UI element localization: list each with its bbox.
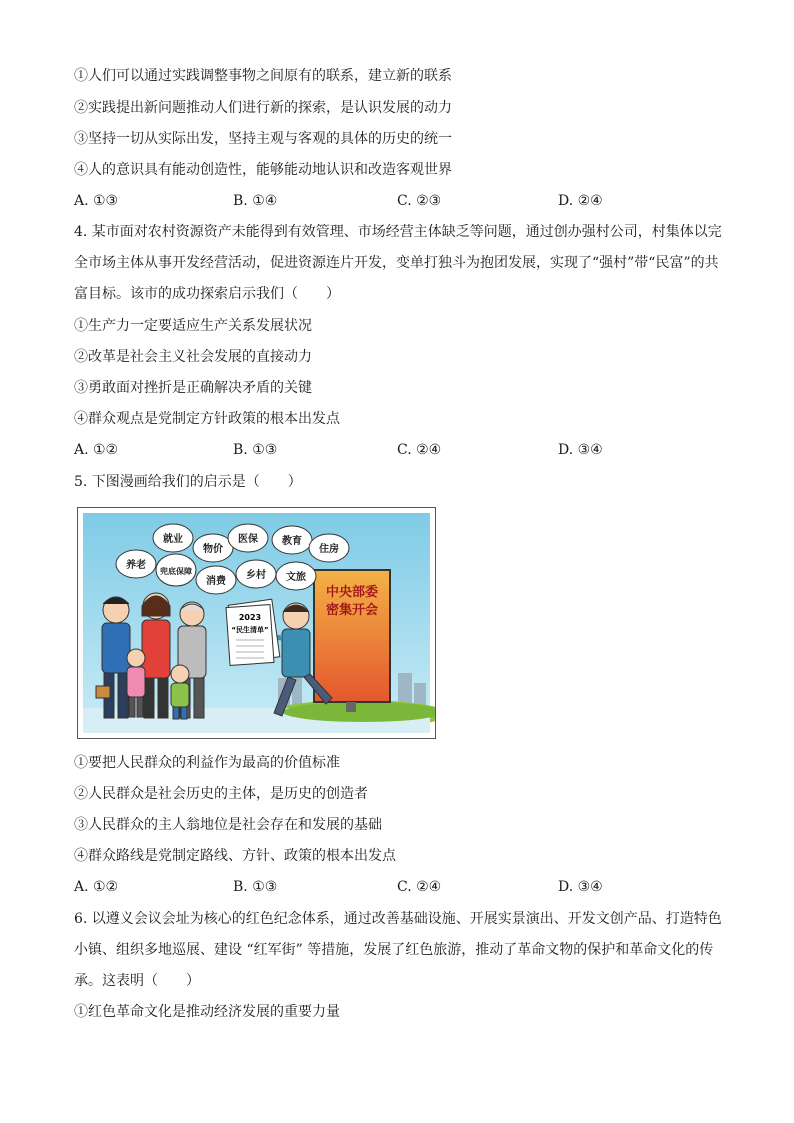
document-title: “民生清单”	[231, 626, 269, 634]
people-list-document	[226, 599, 280, 665]
q5-choice-a[interactable]: A. ①②	[74, 879, 119, 895]
bubble-yanglao: 养老	[126, 560, 146, 571]
q4-stem: 4. 某市面对农村资源资产未能得到有效管理、市场经营主体缺乏等问题，通过创办强村公司，村集体以完全市场主体从事开发经营活动，促进资源连片开发，变单打独斗为抱团发展，实现了“强村”带“民富”的共富目标。该市的成功探索启示我们（ ）	[74, 224, 722, 302]
q3-choice-b[interactable]: B. ①④	[233, 193, 278, 209]
q3-option-4: ④人的意识具有能动创造性，能够能动地认识和改造客观世界	[74, 162, 452, 178]
q5-option-2: ②人民群众是社会历史的主体，是历史的创造者	[74, 786, 368, 802]
billboard-line-2: 密集开会	[325, 603, 379, 618]
q3-option-3: ③坚持一切从实际出发，坚持主观与客观的具体的历史的统一	[74, 131, 452, 147]
bubble-doudi: 兜底保障	[160, 567, 192, 576]
q3-choice-d[interactable]: D. ②④	[558, 193, 603, 209]
q3-option-2: ②实践提出新问题推动人们进行新的探索，是认识发展的动力	[74, 100, 452, 116]
q5-option-3: ③人民群众的主人翁地位是社会存在和发展的基础	[74, 817, 382, 833]
bubble-xiangcun: 乡村	[246, 570, 266, 581]
bubble-wenlv: 文旅	[286, 572, 306, 583]
q4-choice-b[interactable]: B. ①③	[233, 442, 278, 458]
bubble-zhufang: 住房	[319, 544, 339, 555]
bubble-jiuye: 就业	[163, 534, 183, 545]
q4-option-2: ②改革是社会主义社会发展的直接动力	[74, 349, 312, 365]
q3-choice-c[interactable]: C. ②③	[397, 193, 442, 209]
q3-choice-a[interactable]: A. ①③	[74, 193, 119, 209]
billboard-line-1: 中央部委	[325, 585, 379, 600]
q5-option-4: ④群众路线是党制定路线、方针、政策的根本出发点	[74, 848, 396, 864]
q4-choice-c[interactable]: C. ②④	[397, 442, 442, 458]
bubble-yibao: 医保	[238, 534, 258, 545]
q5-choice-b[interactable]: B. ①③	[233, 879, 278, 895]
q4-option-4: ④群众观点是党制定方针政策的根本出发点	[74, 411, 340, 427]
q3-option-1: ①人们可以通过实践调整事物之间原有的联系，建立新的联系	[74, 68, 452, 84]
bubble-wujia: 物价	[203, 544, 223, 555]
q5-choice-d[interactable]: D. ③④	[558, 879, 603, 895]
q4-choice-a[interactable]: A. ①②	[74, 442, 119, 458]
q6-stem: 6. 以遵义会议会址为核心的红色纪念体系，通过改善基础设施、开展实景演出、开发文创产品、打造特色小镇、组织多地巡展、建设 “红军街” 等措施，发展了红色旅游，推动了革命文物的保护和革命文化的传承。这表明（ ）	[74, 911, 722, 989]
q5-cartoon	[77, 507, 436, 739]
family-figures	[96, 593, 206, 719]
q6-option-1: ①红色革命文化是推动经济发展的重要力量	[74, 1004, 340, 1020]
q4-choice-d[interactable]: D. ③④	[558, 442, 603, 458]
q4-option-3: ③勇敢面对挫折是正确解决矛盾的关键	[74, 380, 312, 396]
cartoon-illustration	[78, 508, 435, 738]
q4-option-1: ①生产力一定要适应生产关系发展状况	[74, 318, 312, 334]
bubble-jiaoyu: 教育	[282, 536, 302, 547]
document-year: 2023	[238, 613, 262, 622]
q5-stem: 5. 下图漫画给我们的启示是（ ）	[74, 474, 302, 490]
q5-option-1: ①要把人民群众的利益作为最高的价值标准	[74, 755, 340, 771]
bubble-xiaofei: 消费	[206, 576, 226, 587]
q5-choice-c[interactable]: C. ②④	[397, 879, 442, 895]
